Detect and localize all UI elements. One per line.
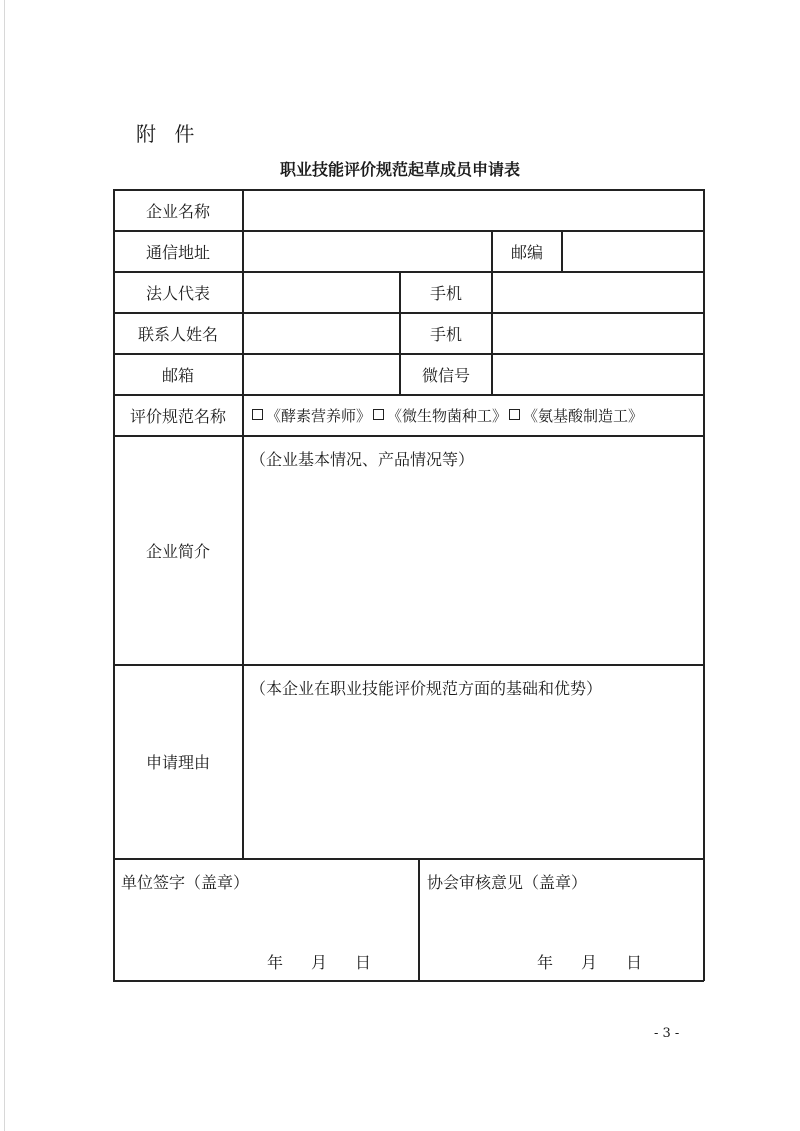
spec-option-label: 《微生物菌种工》: [387, 406, 508, 425]
spec-option-label: 《氨基酸制造工》: [523, 406, 644, 425]
company-intro-hint: （企业基本情况、产品情况等）: [250, 450, 475, 469]
form-title: 职业技能评价规范起草成员申请表: [279, 160, 520, 179]
unit-date-day: 日: [355, 953, 372, 972]
company-intro-label: 企业简介: [145, 541, 210, 561]
legal-rep-phone-label: 手机: [429, 283, 462, 303]
email-label: 邮箱: [161, 365, 194, 385]
spec-option-label: 《酵素营养师》: [266, 406, 372, 425]
wechat-label: 微信号: [421, 365, 470, 385]
email-field[interactable]: [244, 354, 399, 394]
address-field[interactable]: [244, 231, 491, 271]
contact-name-label: 联系人姓名: [137, 324, 218, 344]
wechat-field[interactable]: [493, 354, 703, 394]
company-name-label: 企业名称: [145, 201, 210, 221]
postcode-field[interactable]: [563, 231, 703, 271]
spec-option-checkbox[interactable]: [373, 409, 384, 420]
address-label: 通信地址: [145, 242, 210, 262]
unit-date-year: 年: [267, 953, 284, 972]
unit-signature-label: 单位签字（盖章）: [121, 873, 250, 892]
contact-name-field[interactable]: [244, 313, 399, 353]
contact-phone-label: 手机: [429, 324, 462, 344]
attachment-label: 附 件: [136, 122, 201, 146]
association-date-year: 年: [537, 953, 554, 972]
page-number: - 3 -: [654, 1026, 680, 1041]
association-date-day: 日: [626, 953, 643, 972]
table-border-bottom: [113, 980, 704, 982]
reason-hint: （本企业在职业技能评价规范方面的基础和优势）: [250, 679, 603, 698]
unit-date-month: 月: [311, 953, 328, 972]
spec-name-label: 评价规范名称: [129, 406, 226, 426]
reason-label: 申请理由: [145, 753, 210, 772]
company-name-field[interactable]: [244, 190, 703, 230]
contact-phone-field[interactable]: [493, 313, 703, 353]
company-intro-field[interactable]: [244, 436, 703, 664]
association-review-label: 协会审核意见（盖章）: [427, 873, 588, 892]
spec-option-checkbox[interactable]: [252, 409, 263, 420]
legal-rep-label: 法人代表: [145, 283, 210, 303]
spec-option-checkbox[interactable]: [509, 409, 520, 420]
legal-rep-field[interactable]: [244, 272, 399, 312]
association-date-month: 月: [581, 953, 598, 972]
legal-rep-phone-field[interactable]: [493, 272, 703, 312]
spec-options-group: [244, 395, 703, 435]
table-border-right: [703, 189, 705, 981]
postcode-label: 邮编: [510, 242, 543, 262]
